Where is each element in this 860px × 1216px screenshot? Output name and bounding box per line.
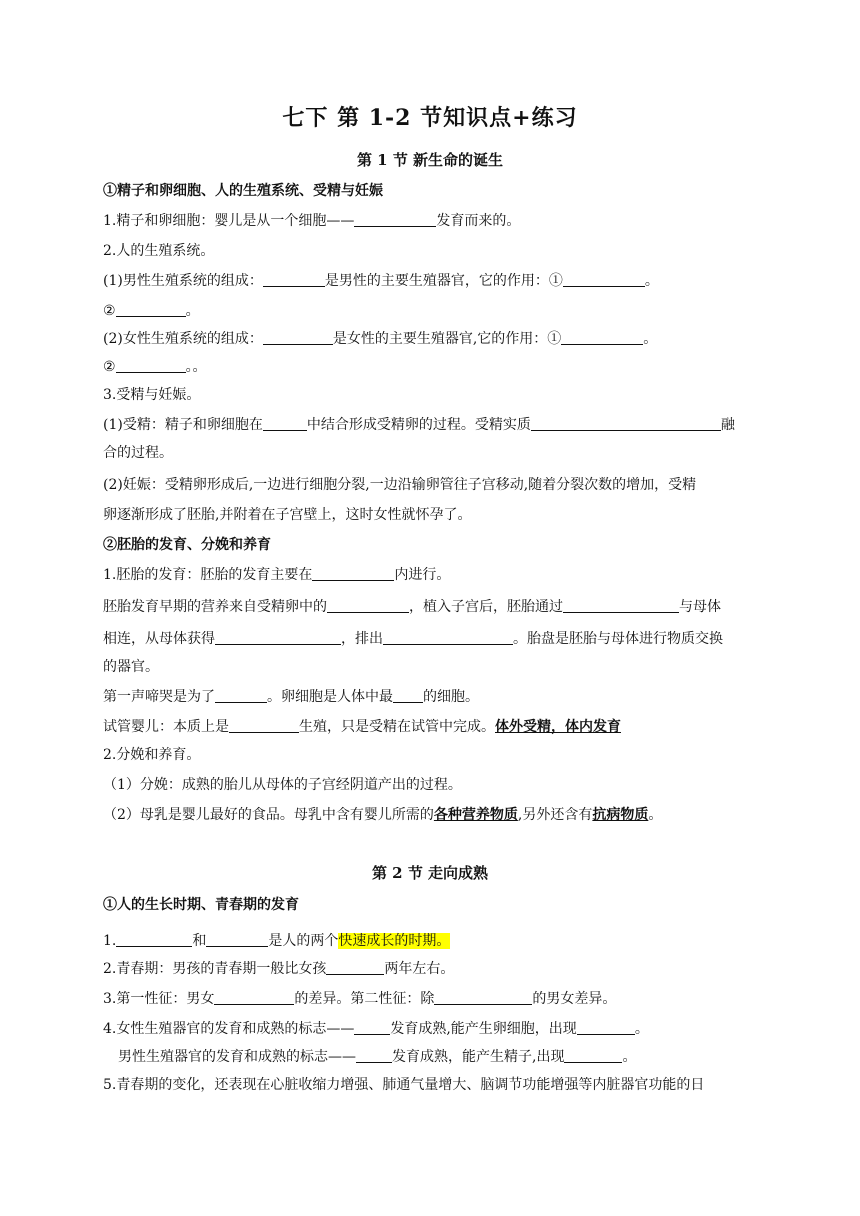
fill-blank[interactable] <box>531 414 721 431</box>
key-point-ivf: 体外受精，体内发育 <box>495 719 621 735</box>
fill-blank[interactable] <box>214 988 294 1005</box>
fill-blank[interactable] <box>312 564 394 581</box>
s1-line-7: 3.受精与妊娠。 <box>103 387 201 403</box>
s1-line-14: 相连，从母体获得 ，排出 。胎盘是胚胎与母体进行物质交换 <box>103 628 763 650</box>
fill-blank[interactable] <box>229 716 299 733</box>
s1-line-17: 试管婴儿：本质上是 生殖，只是受精在试管中完成。体外受精，体内发育 <box>103 716 763 738</box>
s1-line-5: (2)女性生殖系统的组成： 是女性的主要生殖器官,它的作用：① 。 <box>103 328 763 350</box>
fill-blank[interactable] <box>263 414 307 431</box>
document-title: 七下 第 1-2 节知识点+练习 <box>282 105 578 131</box>
s2-line-5: 男性生殖器官的发育和成熟的标志—— 发育成熟，能产生精子,出现 。 <box>118 1046 778 1068</box>
s2-line-3: 3.第一性征：男女 的差异。第二性征：除 的男女差异。 <box>103 988 763 1010</box>
s2-line-6: 5.青春期的变化，还表现在心脏收缩力增强、肺通气量增大、脑调节功能增强等内脏器官功能的日 <box>103 1077 705 1093</box>
fill-blank[interactable] <box>215 628 341 645</box>
s1-line-11: 卵逐渐形成了胚胎,并附着在子宫壁上，这时女性就怀孕了。 <box>103 507 472 523</box>
section1-topic1: ①精子和卵细胞、人的生殖系统、受精与妊娠 <box>103 183 383 199</box>
fill-blank[interactable] <box>563 596 679 613</box>
fill-blank[interactable] <box>327 596 409 613</box>
s1-line-18: 2.分娩和养育。 <box>103 747 201 763</box>
s2-line-4: 4.女性生殖器官的发育和成熟的标志—— 发育成熟,能产生卵细胞，出现 。 <box>103 1018 763 1040</box>
key-point-nutrients: 各种营养物质 <box>433 807 518 823</box>
s1-line-16: 第一声啼哭是为了 。卵细胞是人体中最 的细胞。 <box>103 686 763 708</box>
s2-line-1: 1. 和 是人的两个快速成长的时期。 <box>103 930 763 952</box>
s1-line-10: (2)妊娠：受精卵形成后,一边进行细胞分裂,一边沿输卵管往子宫移动,随着分裂次数的增加，受精 <box>103 477 697 493</box>
highlighted-text: 快速成长的时期。 <box>338 933 451 949</box>
fill-blank[interactable] <box>561 328 643 345</box>
s1-line-20: （2）母乳是婴儿最好的食品。母乳中含有婴儿所需的各种营养物质,另外还含有抗病物质。 <box>103 807 663 823</box>
s1-line-9: 合的过程。 <box>103 445 173 461</box>
fill-blank[interactable] <box>215 686 267 703</box>
fill-blank[interactable] <box>577 1018 635 1035</box>
section1-topic2: ②胚胎的发育、分娩和养育 <box>103 537 271 553</box>
s1-line-3: (1)男性生殖系统的组成： 是男性的主要生殖器官，它的作用：① 。 <box>103 270 763 292</box>
fill-blank[interactable] <box>206 930 268 947</box>
fill-blank[interactable] <box>354 210 436 227</box>
fill-blank[interactable] <box>383 628 513 645</box>
fill-blank[interactable] <box>263 270 325 287</box>
s1-line-12: 1.胚胎的发育：胚胎的发育主要在 内进行。 <box>103 564 763 586</box>
fill-blank[interactable] <box>563 270 645 287</box>
s1-line-1: 1.精子和卵细胞：婴儿是从一个细胞—— 发育而来的。 <box>103 210 763 232</box>
section2-heading: 第 2 节 走向成熟 <box>371 864 489 882</box>
fill-blank[interactable] <box>356 1046 392 1063</box>
s1-line-2: 2.人的生殖系统。 <box>103 243 215 259</box>
fill-blank[interactable] <box>116 300 186 317</box>
fill-blank[interactable] <box>326 958 384 975</box>
key-point-antibodies: 抗病物质 <box>592 807 649 823</box>
s1-line-6: ② 。。 <box>103 356 763 378</box>
section1-heading: 第 1 节 新生命的诞生 <box>356 151 504 169</box>
fill-blank[interactable] <box>434 988 532 1005</box>
fill-blank[interactable] <box>116 930 192 947</box>
fill-blank[interactable] <box>393 686 423 703</box>
section2-topic1: ①人的生长时期、青春期的发育 <box>103 897 299 913</box>
s1-line-19: （1）分娩：成熟的胎儿从母体的子宫经阴道产出的过程。 <box>103 777 462 793</box>
s2-line-2: 2.青春期：男孩的青春期一般比女孩 两年左右。 <box>103 958 763 980</box>
s1-line-13: 胚胎发育早期的营养来自受精卵中的 ，植入子宫后，胚胎通过 与母体 <box>103 596 763 618</box>
s1-line-4: ② 。 <box>103 300 763 322</box>
fill-blank[interactable] <box>263 328 333 345</box>
fill-blank[interactable] <box>564 1046 622 1063</box>
fill-blank[interactable] <box>116 356 186 373</box>
s1-line-15: 的器官。 <box>103 659 159 675</box>
s1-line-8: (1)受精：精子和卵细胞在 中结合形成受精卵的过程。受精实质 融 <box>103 414 763 436</box>
fill-blank[interactable] <box>354 1018 390 1035</box>
